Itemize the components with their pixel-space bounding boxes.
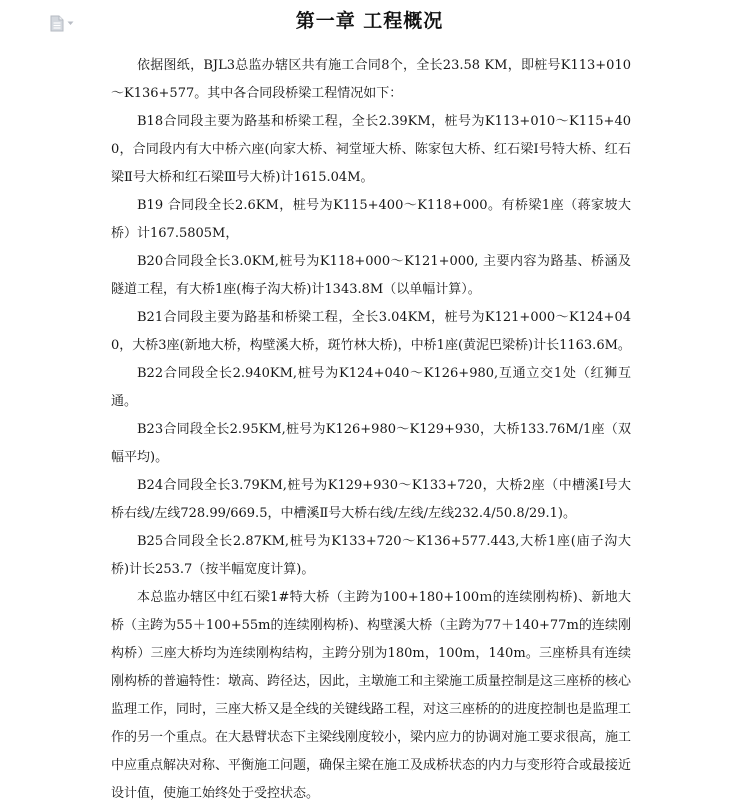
paragraph-b21: B21合同段主要为路基和桥梁工程，全长3.04KM，桩号为K121+000～K124+040，大桥3座(新地大桥，构壁溪大桥，斑竹林大桥)，中桥1座(黄泥巴梁桥)计长1163.6M。 [111,310,631,353]
paragraph-intro: 依据图纸，BJL3总监办辖区共有施工合同8个，全长23.58 KM，即桩号K113+010～K136+577。其中各合同段桥梁工程情况如下： [111,58,631,101]
paragraph-b19: B19 合同段全长2.6KM，桩号为K115+400～K118+000。有桥梁1座（蒋家坡大桥）计167.5805M， [111,198,631,241]
chapter-title: 第一章 工程概况 [295,10,444,32]
paragraph-summary: 本总监办辖区中红石梁1#特大桥（主跨为100+180+100ｍ的连续刚构桥)、新地大桥（主跨为55＋100+55m的连续刚构桥)、构壁溪大桥（主跨为77＋140+77m的连续刚构桥）三座大桥均为连续刚构结构，主跨分别为180m，100m，140m。三座桥具有连续刚构桥的普遍特性：墩高、跨径达，因此，主墩施工和主梁施工质量控制是这三座桥的核心监理工作，同时，三座大桥又是全线的关键线路工程，对这三座桥的的进度控制也是监理工作的另一个重点。在大悬臂状态下主梁线刚度较小，梁内应力的协调对施工要求很高，施工中应重点解决对称、平衡施工问题，确保主梁在施工及成桥状态的内力与变形符合或最接近设计值，使施工始终处于受控状态。 [111,590,632,801]
paragraph-b23: B23合同段全长2.95KM,桩号为K126+980～K129+930，大桥133.76M/1座（双幅平均)。 [111,422,631,465]
paragraph-b20: B20合同段全长3.0KM,桩号为K118+000～K121+000, 主要内容为路基、桥涵及隧道工程，有大桥1座(梅子沟大桥)计1343.8M（以单幅计算）。 [111,254,631,297]
paragraph-b25: B25合同段全长2.87KM,桩号为K133+720～K136+577.443,大桥1座(庙子沟大桥)计长253.7（按半幅宽度计算)。 [111,534,631,577]
document-body [111,52,631,808]
paragraph-b24: B24合同段全长3.79KM,桩号为K129+930～K133+720，大桥2座（中槽溪Ⅰ号大桥右线/左线728.99/669.5，中槽溪Ⅱ号大桥右线/左线/左线232.4/50.8/29.1)。 [111,478,631,521]
paragraph-b22: B22合同段全长2.940KM,桩号为K124+040～K126+980,互通立交1处（红狮互通。 [111,366,631,409]
paragraph-b18: B18合同段主要为路基和桥梁工程，全长2.39KM，桩号为K113+010～K115+400，合同段内有大中桥六座(向家大桥、祠堂垭大桥、陈家包大桥、红石梁Ⅰ号特大桥、红石梁Ⅱ号大桥和红石梁Ⅲ号大桥)计1615.04M。 [111,114,631,185]
